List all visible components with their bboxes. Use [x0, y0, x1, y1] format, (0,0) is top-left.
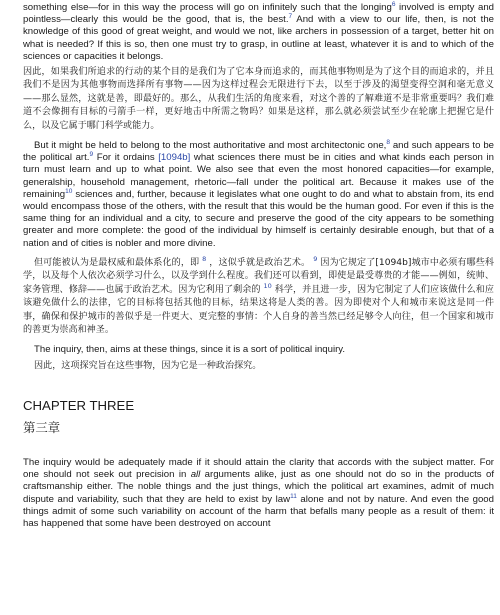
paragraph-zh-1: 因此，如果我们所追求的行动的某个目的是我们为了它本身而追求的，而其他事物则是为了这个目的而追求的，并且我们不是因为其他事物而选择所有事物——因为这样过程会无限进行下去，以至于涉及的渴望变得空洞和毫无意义——那么显然，这就是善，即最好的。那么，从我们生活的角度来看，对这个善的了解难道不是非常重要吗？我们难道不会像拥有目标的弓箭手一样，更好地击中所需之物吗？如果是这样，那么就必须尝试至少在轮廓上把握它是什么，以及它属于哪门科学或能力。: [23, 67, 494, 131]
note-ref-8-zh[interactable]: 8: [202, 254, 207, 263]
text-run: And with a view to our life, then, is not the knowledge of this good of great weight, and would we not, like archers in possession of a target, better hit on what is needed? If this is so, then one must try to grasp, in outline at least, whatever it is and to which of the sciences or capacities it belongs.: [23, 14, 494, 62]
paragraph-en-2: [23, 140, 494, 250]
text-run: involved is empty and pointless—clearly this would be the good, that is, the best.: [23, 2, 494, 26]
text-run: The inquiry would be adequately made if it should attain the clarity that accords with the subject matter. For one should not seek out precision in: [23, 456, 494, 481]
emphasis: all: [190, 469, 201, 481]
chapter-heading-zh: 第三章: [23, 419, 61, 435]
note-ref-9[interactable]: 9: [89, 151, 94, 159]
text-run: 因为它规定了[1094b]城市中必须有哪些科学，以及每个人依次必须学习什么，以及学到什么程度。我们还可以看到，即使是最受尊贵的才能——例如，统帅、家务管理、修辞——也属于政治艺术。因为它利用了剩余的: [23, 257, 494, 295]
text-run: alone and not by nature. And even the good things admit of some such variability on account of the harm that befalls many people as a result of them: it has happened that some have been destroyed on account: [23, 493, 494, 529]
text-run: and such appears to be the political art.: [23, 140, 494, 164]
text-run: 但可能被认为是最权威和最体系化的，即: [34, 257, 203, 268]
note-ref-11[interactable]: 11: [290, 492, 297, 500]
text-run: For it ordains: [93, 152, 159, 164]
note-ref-6[interactable]: 6: [391, 1, 396, 8]
text-run: 科学，并且进一步，因为它制定了人们应该做什么和应该避免做什么的法律，它的目标将包括其他的目标，结果这将是人类的善。因为即使对个人和城市来说这是同一件事，确保和保护城市的善似乎是一件更大、更完整的事情：个人自身的善当然已经足够令人向往，但一个国家和城市的善更为崇高和神圣。: [23, 284, 494, 335]
bekker-ref-link[interactable]: [1094b]: [158, 152, 191, 164]
text-run: arguments alike, just as one should not do so in the products of craftsmanship either. The noble things and the just things, which the political art examines, admit of much dispute and variability, such that they are held to exist by law: [23, 469, 494, 505]
paragraph-zh-3: 因此，这项探究旨在这些事物，因为它是一种政治探究。: [34, 360, 262, 371]
paragraph-en-4: [23, 457, 494, 530]
note-ref-8[interactable]: 8: [386, 139, 390, 147]
chapter-heading-en: CHAPTER THREE: [23, 397, 135, 413]
paragraph-zh-2: [23, 254, 494, 337]
note-ref-9-zh[interactable]: 9: [313, 254, 318, 263]
text-run: something else—for in this way the process will go on infinitely such that the longing: [23, 2, 392, 13]
text-run: what sciences there must be in cities and what kinds each person in turn must learn and up to what point. We also see that even the most honored capacities—for example, generalship, household management, rhetoric—fall under the political art. Because it makes use of the remaining: [23, 152, 494, 200]
text-run: sciences and, further, because it legislates what one ought to do and what to abstain from, its end would encompass those of the others, with the result that this would be the human good. For even if this is the same thing for an individual and a city, to secure and preserve the good of the city appears to be something greater and more complete: the good of the individual by himself is certainly desirable enough, but that of a nation and of cities is nobler and more divine.: [23, 188, 494, 249]
note-ref-10[interactable]: 10: [65, 187, 73, 195]
paragraph-en-1: [23, 2, 494, 63]
text-run: But it might be held to belong to the most authoritative and most architectonic one,: [34, 140, 387, 152]
paragraph-en-3: The inquiry, then, aims at these things, since it is a sort of political inquiry.: [34, 344, 346, 356]
note-ref-10-zh[interactable]: 10: [263, 281, 272, 290]
text-run: ，这似乎就是政治艺术。: [206, 257, 314, 268]
note-ref-7[interactable]: 7: [288, 13, 293, 21]
